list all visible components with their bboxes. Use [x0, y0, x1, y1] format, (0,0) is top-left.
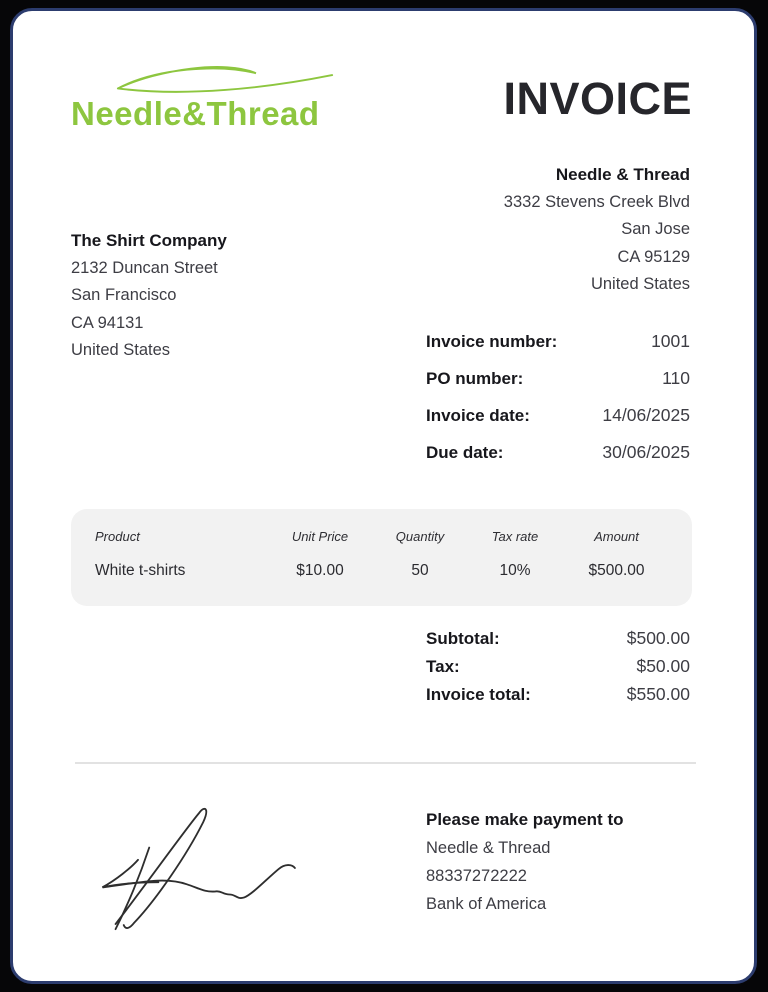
item-quantity: 50	[411, 561, 429, 579]
items-table	[71, 509, 692, 606]
col-header-amount: Amount	[594, 528, 639, 544]
right-column	[426, 161, 690, 479]
payment-account-number: 88337272222	[426, 866, 527, 885]
seller-address-line: San Jose	[621, 220, 690, 238]
invoice-number-value: 1001	[651, 330, 690, 351]
item-product: White t-shirts	[95, 561, 186, 579]
addresses-section	[71, 161, 692, 479]
invoice-content	[13, 11, 754, 981]
due-date-label: Due date:	[426, 442, 504, 462]
logo-text: Needle&Thread	[71, 95, 320, 132]
footer-section	[71, 782, 692, 942]
col-header-tax-rate: Tax rate	[491, 528, 539, 544]
invoice-date-value: 14/06/2025	[602, 404, 690, 425]
tax-label: Tax:	[426, 656, 460, 676]
buyer-address-line: San Francisco	[71, 286, 177, 304]
invoice-number-row	[426, 331, 690, 368]
invoice-total-label: Invoice total:	[426, 684, 531, 704]
table-row	[95, 562, 668, 580]
company-logo	[71, 57, 341, 131]
signature-image	[85, 794, 299, 942]
invoice-total-row	[426, 684, 690, 712]
item-tax-rate: 10%	[499, 561, 531, 579]
invoice-number-label: Invoice number:	[426, 331, 558, 351]
seller-name: Needle & Thread	[555, 165, 690, 184]
subtotal-label: Subtotal:	[426, 628, 500, 648]
invoice-date-label: Invoice date:	[426, 405, 530, 425]
footer-divider	[75, 762, 696, 764]
col-header-unit-price: Unit Price	[291, 528, 349, 544]
invoice-total-value: $550.00	[626, 683, 690, 704]
item-amount: $500.00	[588, 561, 645, 579]
col-header-quantity: Quantity	[395, 528, 445, 544]
buyer-name: The Shirt Company	[71, 231, 227, 250]
totals-section	[426, 628, 690, 712]
buyer-address-line: CA 94131	[71, 313, 144, 332]
buyer-address-line: United States	[71, 341, 171, 359]
po-number-label: PO number:	[426, 368, 524, 388]
subtotal-row	[426, 628, 690, 656]
po-number-row	[426, 368, 690, 405]
payment-payee: Needle & Thread	[426, 838, 551, 857]
needle-icon	[109, 57, 341, 97]
seller-address-line: CA 95129	[617, 247, 690, 266]
due-date-row	[426, 442, 690, 479]
col-header-product: Product	[95, 528, 140, 544]
buyer-address-line: 2132 Duncan Street	[71, 258, 218, 277]
tax-row	[426, 656, 690, 684]
po-number-value: 110	[662, 367, 690, 388]
header	[71, 57, 692, 131]
items-table-header	[95, 529, 668, 544]
seller-address	[426, 161, 690, 299]
payment-bank-name: Bank of America	[426, 894, 547, 913]
seller-address-line: 3332 Stevens Creek Blvd	[503, 192, 690, 211]
seller-address-line: United States	[590, 275, 690, 293]
tax-value: $50.00	[636, 655, 690, 676]
subtotal-value: $500.00	[626, 627, 690, 648]
invoice-page	[10, 8, 757, 984]
item-unit-price: $10.00	[296, 561, 344, 579]
invoice-title: INVOICE	[503, 73, 692, 124]
due-date-value: 30/06/2025	[602, 441, 690, 462]
buyer-address	[71, 227, 227, 479]
payment-title: Please make payment to	[426, 809, 624, 829]
payment-info	[426, 806, 690, 942]
invoice-meta	[426, 331, 690, 479]
signature-icon	[85, 794, 299, 942]
invoice-date-row	[426, 405, 690, 442]
